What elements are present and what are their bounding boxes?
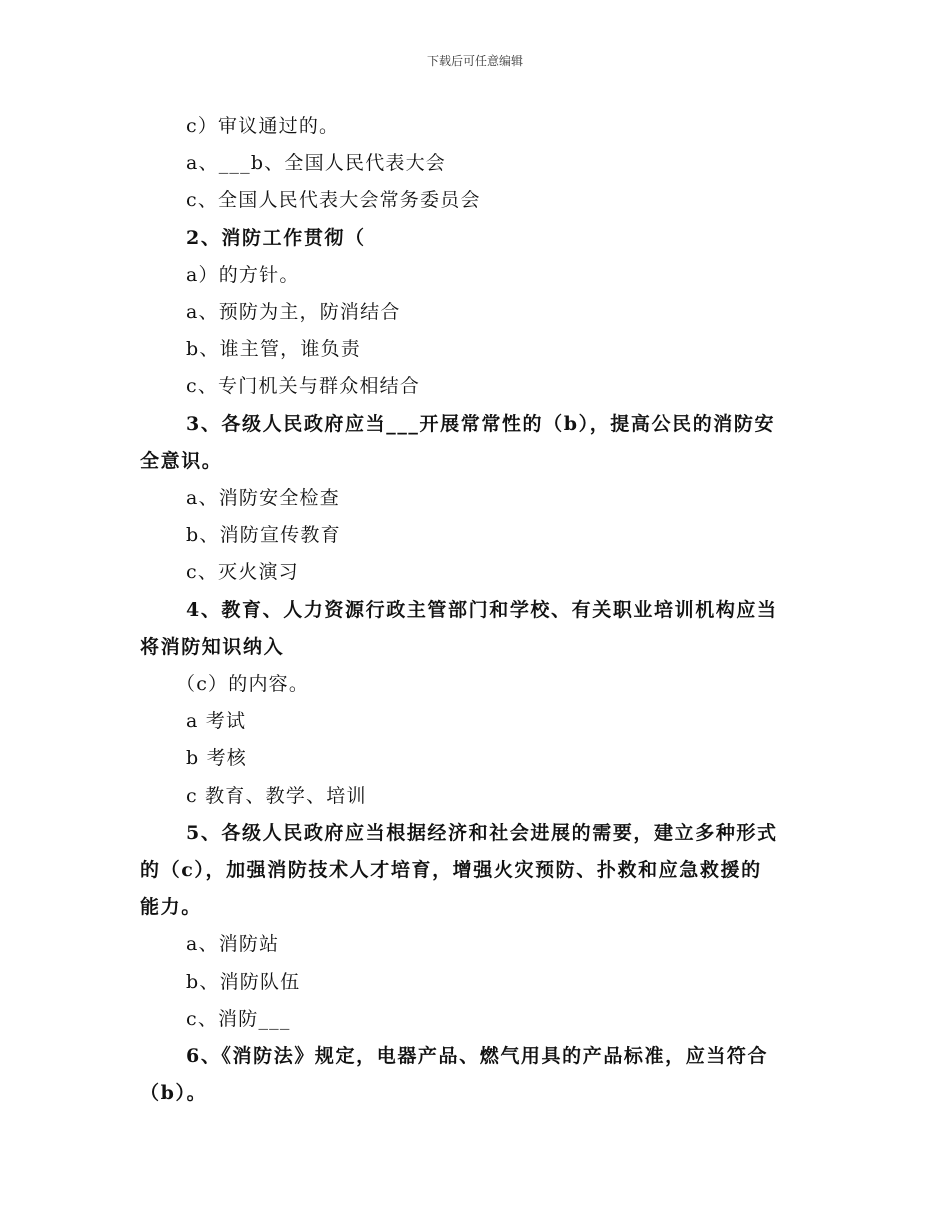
text-line: c）审议通过的。: [186, 115, 340, 137]
text-line: a）的方针。: [186, 263, 300, 286]
option-line: c、灭火演习: [186, 561, 299, 584]
option-line: a、消防站: [186, 933, 280, 956]
option-line: c、全国人民代表大会常务委员会: [186, 189, 481, 212]
option-line: a 考试: [186, 710, 247, 733]
text-line: （c）的内容。: [176, 673, 310, 696]
question-2: 2、消防工作贯彻（: [186, 226, 366, 249]
question-6: 6、《消防法》规定，电器产品、燃气用具的产品标准，应当符合: [186, 1045, 769, 1068]
question-5-continuation: 能力。: [140, 896, 202, 919]
option-line: b、谁主管，谁负责: [186, 338, 361, 361]
option-line: b 考核: [186, 747, 248, 770]
option-line: a、消防安全检查: [186, 487, 340, 510]
page-header: 下载后可任意编辑: [426, 54, 523, 68]
question-6-continuation: （b）。: [140, 1082, 208, 1105]
question-4: 4、教育、人力资源行政主管部门和学校、有关职业培训机构应当: [186, 598, 778, 621]
option-line: b、消防队伍: [186, 970, 301, 993]
document-body: [140, 108, 812, 1112]
option-line: a、预防为主，防消结合: [186, 301, 401, 324]
option-line: b、消防宣传教育: [186, 524, 341, 547]
option-line: a、___b、全国人民代表大会: [186, 152, 446, 175]
option-line: c、专门机关与群众相结合: [186, 375, 421, 398]
question-4-continuation: 将消防知识纳入: [140, 635, 285, 658]
question-5: 5、各级人民政府应当根据经济和社会进展的需要，建立多种形式: [186, 821, 778, 844]
question-3: 3、各级人民政府应当___开展常常性的（b），提高公民的消防安: [186, 412, 776, 435]
question-5-continuation: 的（c），加强消防技术人才培育，增强火灾预防、扑救和应急救援的: [140, 859, 762, 882]
question-3-continuation: 全意识。: [140, 449, 223, 472]
option-line: c、消防___: [186, 1007, 291, 1030]
option-line: c 教育、教学、培训: [186, 784, 367, 807]
